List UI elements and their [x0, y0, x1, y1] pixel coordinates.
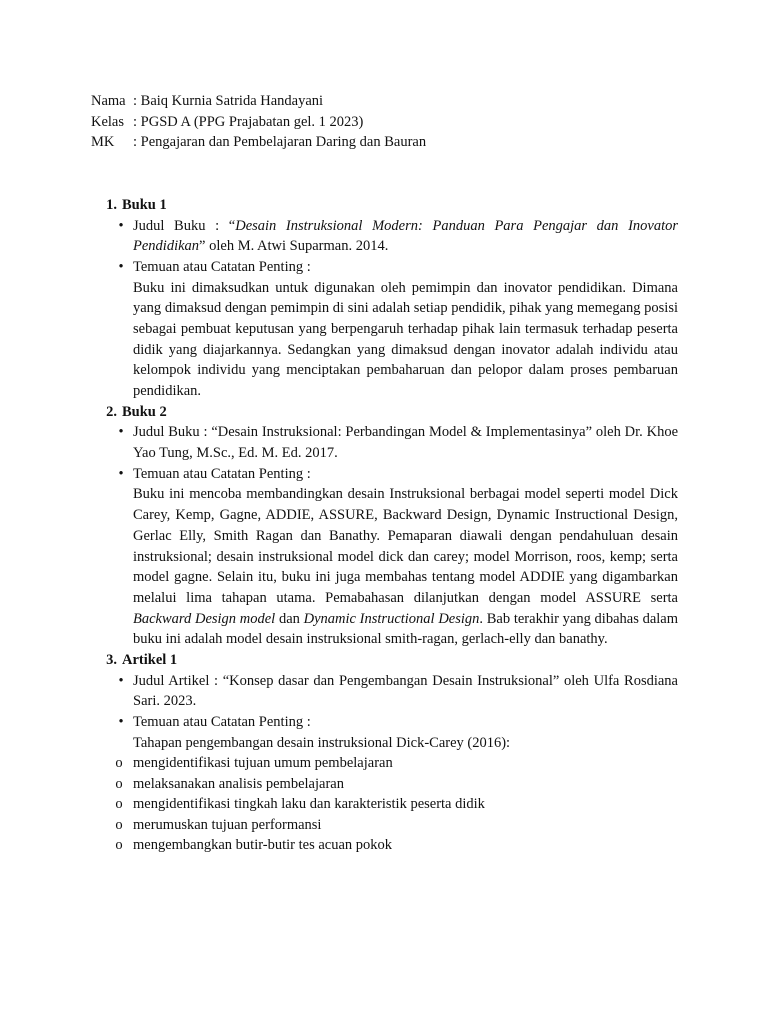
judul-text: Judul Artikel : “Konsep dasar dan Pengembangan Desain Instruksional” oleh Ulfa Rosdiana Sari. 2023.: [133, 672, 678, 710]
list-item-step: [113, 774, 678, 795]
section-title-buku-1: [91, 195, 678, 216]
list-item-step: [113, 835, 678, 856]
temuan-paragraph: Buku ini dimaksudkan untuk digunakan oleh pemimpin dan inovator pendidikan. Dimana yang dimaksud dengan pemimpin di sini adalah setiap pendidik, pihak yang memegang posisi sebagai pembuat keputusan yang berpengaruh terhadap pihak lain termasuk terhadap peserta didik yang diajarkannya. Sedangkan yang dimaksud dengan inovator adalah individu atau kelompok individu yang menciptakan pembaharuan dan pelopor dalam proses pembaruan pendidikan.: [133, 279, 678, 400]
step-text: melaksanakan analisis pembelajaran: [133, 775, 344, 792]
step-text: mengembangkan butir-butir tes acuan pokok: [133, 837, 393, 854]
circle-bullet-icon: o: [115, 755, 123, 772]
tahapan-label: Tahapan pengembangan desain instruksional Dick-Carey (2016):: [133, 734, 511, 751]
temuan-part: Buku ini mencoba membandingkan desain Instruksional berbagai model seperti model Dick Carey, Kemp, Gagne, ADDIE, ASSURE, Backward Design, Dynamic Instructional Design, Gerlac Elly, Smith Ragan dan Banathy. Pemaparan diawali dengan pendahuluan desain instruksional; desain instruksional model dick dan carey; model Morrison, roos, kemp; serta model gagne. Selain itu, buku ini juga membahas tentang model ADDIE yang digambarkan melalui lima tahapan utama. Pemabahasan dilanjutkan dengan model ASSURE serta: [133, 486, 678, 606]
judul-text: Judul Buku : “Desain Instruksional: Perbandingan Model & Implementasinya” oleh Dr. Khoe Yao Tung, M.Sc., Ed. M. Ed. 2017.: [133, 424, 678, 462]
judul-title: Desain Instruksional Modern: Panduan Para Pengajar dan Inovator Pendidikan: [133, 217, 678, 255]
section-number: 3.: [106, 652, 117, 669]
list-item-judul: [118, 422, 678, 463]
header-row-kelas: [91, 112, 426, 133]
section-title-buku-2: [91, 402, 678, 423]
header-label: Kelas: [91, 113, 125, 130]
header-value: : Pengajaran dan Pembelajaran Daring dan Bauran: [133, 134, 427, 150]
temuan-label: Temuan atau Catatan Penting :: [133, 258, 311, 275]
list-item-judul: [118, 216, 678, 257]
step-text: mengidentifikasi tingkah laku dan karakteristik peserta didik: [133, 796, 485, 813]
section-number: 1.: [106, 197, 117, 213]
header-value: : PGSD A (PPG Prajabatan gel. 1 2023): [133, 113, 364, 130]
section-number: 2.: [106, 403, 117, 420]
temuan-paragraph: [133, 484, 678, 650]
identity-header: [91, 91, 426, 153]
temuan-part: dan: [275, 610, 304, 627]
list-item-step: [113, 753, 678, 774]
temuan-part: . Bab terakhir yang dibahas dalam buku ini adalah model desain instruksional smith-ragan, gerlach-elly dan banathy.: [133, 610, 678, 648]
judul-suffix: ” oleh M. Atwi Suparman. 2014.: [199, 238, 389, 255]
header-label: Nama: [91, 93, 126, 109]
list-item-judul: [118, 671, 678, 712]
section-title-text: Buku 2: [122, 403, 167, 420]
temuan-italic: Backward Design model: [133, 610, 276, 627]
tahapan-list: [115, 753, 678, 856]
section-title-artikel-1: [91, 650, 678, 671]
header-row-nama: [91, 91, 426, 112]
circle-bullet-icon: o: [115, 816, 123, 833]
temuan-label: Temuan atau Catatan Penting :: [133, 713, 311, 730]
header-row-mk: [91, 132, 426, 153]
temuan-label: Temuan atau Catatan Penting :: [133, 465, 311, 482]
list-item-step: [113, 794, 678, 815]
list-item-step: [113, 815, 678, 836]
circle-bullet-icon: o: [115, 837, 123, 854]
bullet-icon: •: [118, 424, 124, 441]
header-label: MK: [91, 134, 115, 150]
bullet-icon: •: [118, 713, 124, 730]
section-title-text: Artikel 1: [122, 652, 178, 669]
list-item-temuan: [118, 712, 678, 733]
document-content: [91, 195, 678, 856]
bullet-icon: •: [118, 465, 124, 482]
circle-bullet-icon: o: [115, 796, 123, 813]
list-item-temuan: [118, 464, 678, 485]
header-value: : Baiq Kurnia Satrida Handayani: [133, 93, 324, 109]
bullet-icon: •: [118, 258, 124, 275]
circle-bullet-icon: o: [115, 775, 123, 792]
bullet-icon: •: [118, 672, 124, 689]
step-text: merumuskan tujuan performansi: [133, 816, 322, 833]
judul-prefix: Judul Buku : “: [133, 217, 236, 234]
section-title-text: Buku 1: [122, 197, 167, 213]
bullet-icon: •: [118, 217, 124, 234]
step-text: mengidentifikasi tujuan umum pembelajaran: [133, 755, 393, 772]
list-item-temuan: [118, 257, 678, 278]
temuan-italic: Dynamic Instructional Design: [303, 610, 480, 627]
